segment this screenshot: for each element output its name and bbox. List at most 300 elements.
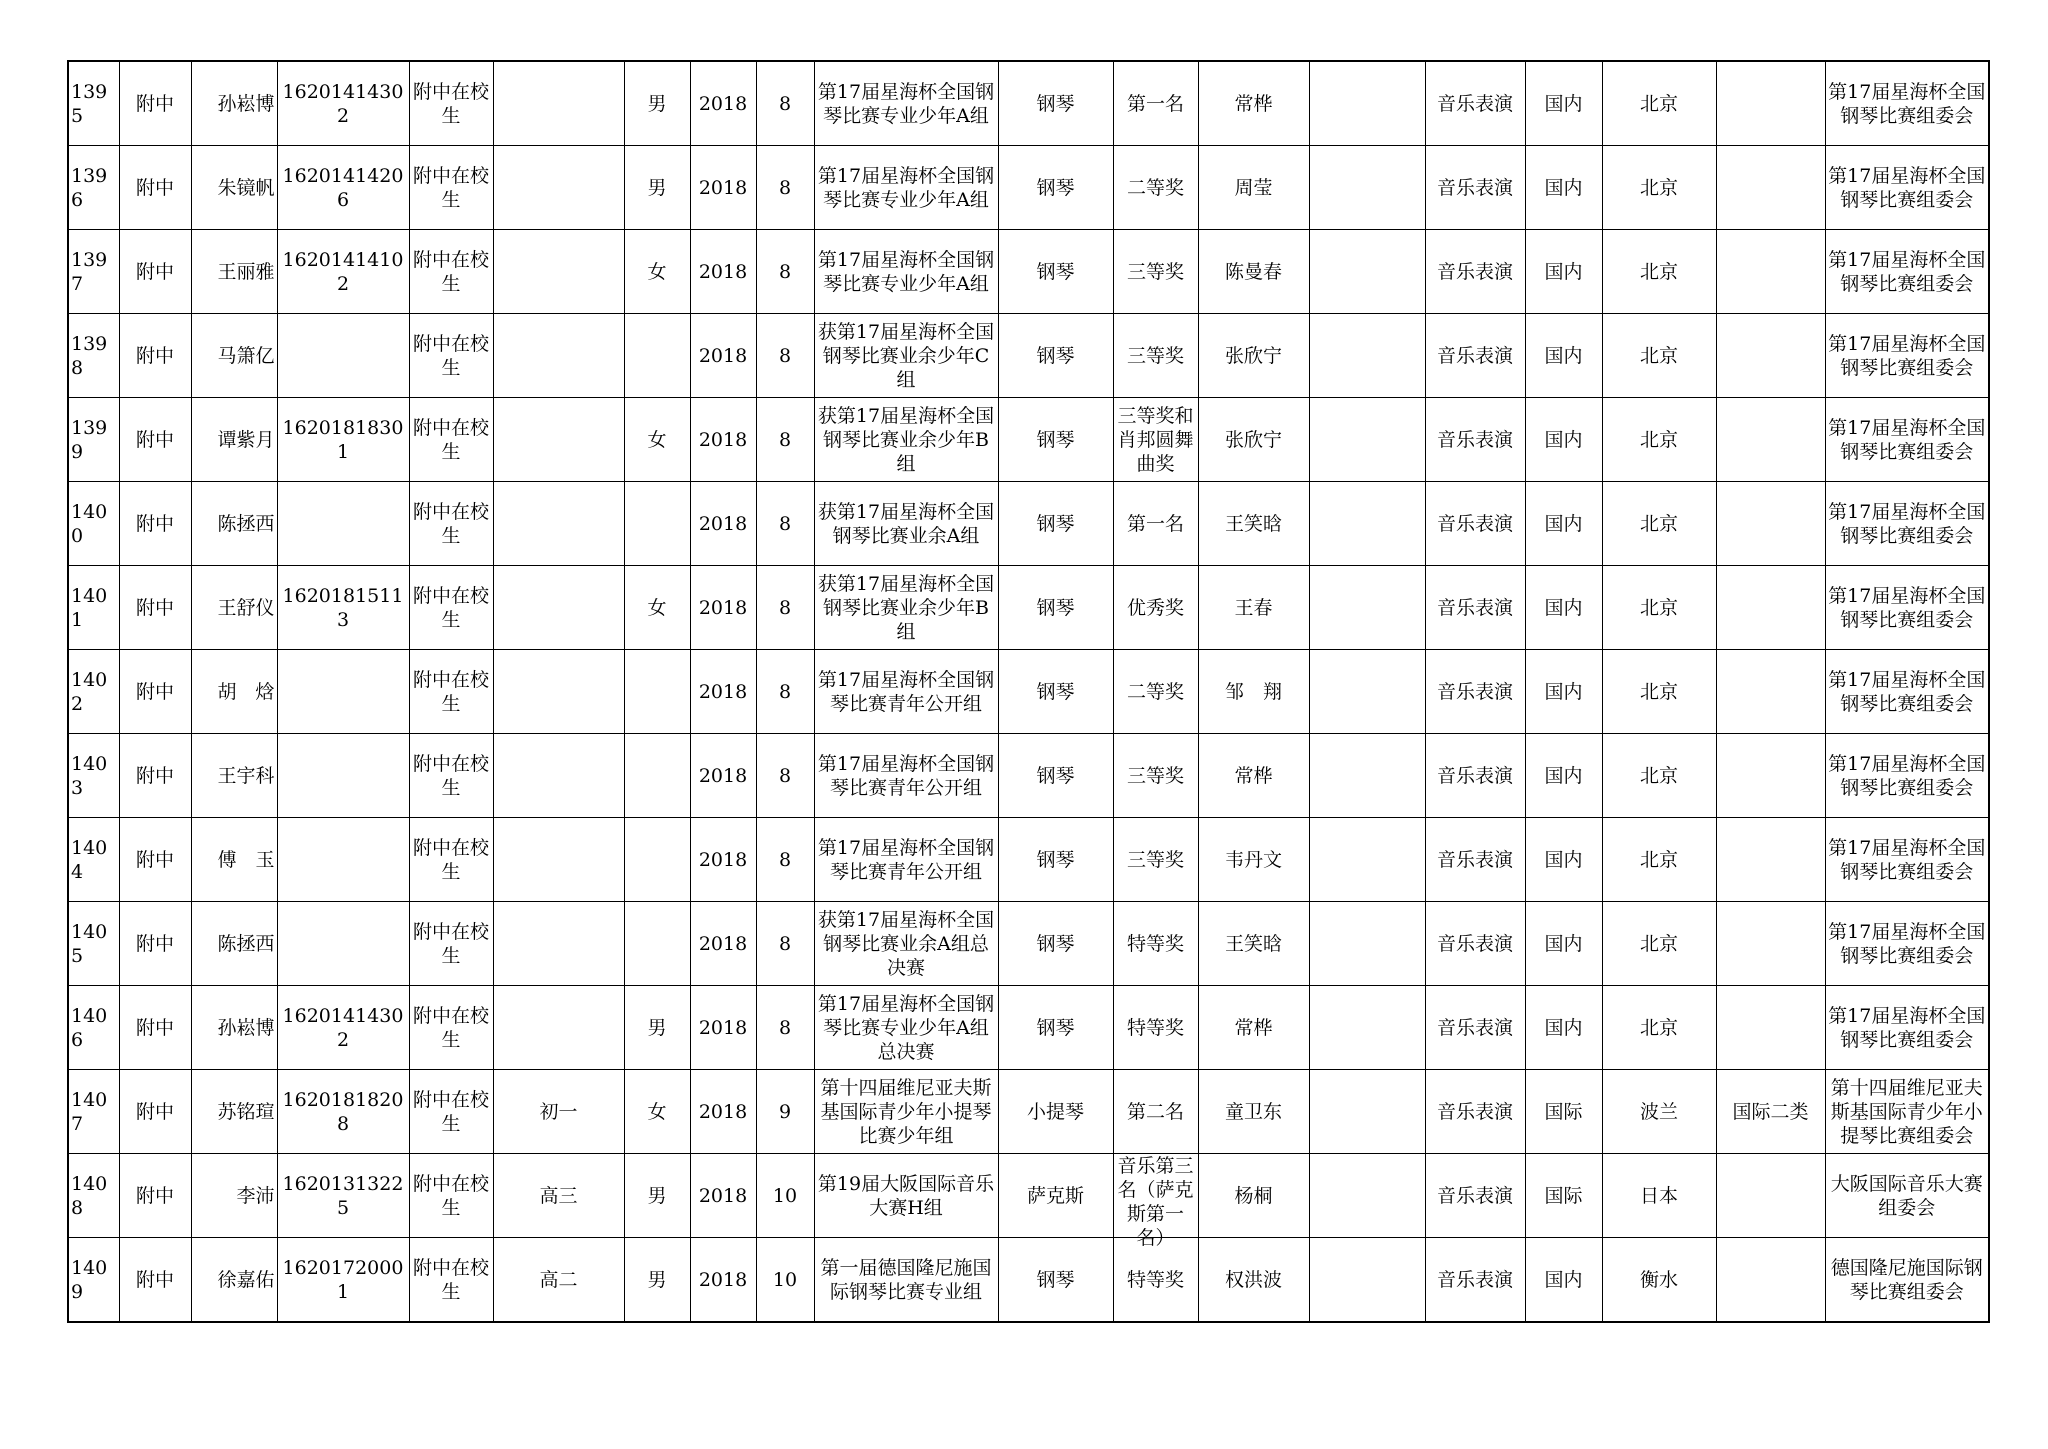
cell-month — [756, 314, 814, 398]
cell-year — [690, 314, 756, 398]
cell-text: 2018 — [698, 680, 748, 703]
cell-year — [690, 1154, 756, 1238]
cell-year — [690, 146, 756, 230]
cell-text: 获第17届星海杯全国钢琴比赛业余A组总决赛 — [817, 908, 995, 979]
cell-competition — [814, 482, 998, 566]
cell-text: 三等奖和肖邦圆舞曲奖 — [1117, 404, 1194, 475]
cell-text: 国内 — [1544, 512, 1583, 535]
cell-text: 2018 — [698, 1184, 748, 1207]
cell-no — [68, 398, 119, 482]
cell-text: 特等奖 — [1126, 932, 1184, 955]
cell-organizer — [1825, 230, 1989, 314]
cell-text: 音乐第三名（萨克斯第一名） — [1117, 1155, 1194, 1249]
cell-dept — [119, 230, 191, 314]
cell-teacher — [1198, 482, 1309, 566]
cell-text: 北京 — [1639, 848, 1678, 871]
cell-text: 8 — [778, 428, 792, 451]
cell-text: 2018 — [698, 344, 748, 367]
cell-text: 第17届星海杯全国钢琴比赛组委会 — [1828, 584, 1986, 631]
cell-organizer — [1825, 1154, 1989, 1238]
cell-no — [68, 314, 119, 398]
cell-text: 北京 — [1639, 176, 1678, 199]
cell-text: 16201313225 — [282, 1172, 404, 1219]
cell-text: 邹 翔 — [1224, 680, 1282, 703]
cell-text: 萨克斯 — [1026, 1184, 1084, 1207]
cell-status — [409, 650, 493, 734]
cell-text: 附中 — [135, 1016, 174, 1039]
cell-text: 女 — [647, 596, 667, 619]
cell-gender — [624, 61, 690, 146]
cell-text: 胡 焓 — [217, 680, 275, 703]
cell-month — [756, 902, 814, 986]
cell-text: 钢琴 — [1036, 512, 1075, 535]
cell-no — [68, 61, 119, 146]
cell-scope — [1525, 146, 1602, 230]
cell-award — [1113, 650, 1198, 734]
cell-location — [1602, 230, 1716, 314]
cell-text: 附中 — [135, 932, 174, 955]
cell-text: 附中 — [135, 344, 174, 367]
cell-grade — [493, 1070, 624, 1154]
cell-text: 附中在校生 — [412, 920, 489, 967]
cell-text: 大阪国际音乐大赛组委会 — [1830, 1172, 1983, 1219]
cell-month — [756, 1238, 814, 1323]
cell-dept — [119, 398, 191, 482]
cell-name — [191, 734, 277, 818]
cell-text: 优秀奖 — [1126, 596, 1184, 619]
cell-teacher — [1198, 1238, 1309, 1323]
cell-sid — [277, 146, 409, 230]
cell-text: 第一届德国隆尼施国际钢琴比赛专业组 — [820, 1256, 992, 1303]
cell-sid — [277, 566, 409, 650]
cell-status — [409, 818, 493, 902]
cell-teacher — [1198, 398, 1309, 482]
cell-dept — [119, 818, 191, 902]
cell-no — [68, 482, 119, 566]
cell-text: 2018 — [698, 176, 748, 199]
cell-name — [191, 986, 277, 1070]
cell-teacher — [1198, 1070, 1309, 1154]
cell-instrument — [998, 314, 1113, 398]
cell-name — [191, 482, 277, 566]
cell-text: 王笑晗 — [1224, 512, 1282, 535]
cell-blank1 — [1309, 818, 1425, 902]
cell-month — [756, 566, 814, 650]
cell-text: 第二名 — [1126, 1100, 1184, 1123]
cell-level — [1716, 986, 1825, 1070]
cell-instrument — [998, 482, 1113, 566]
cell-status — [409, 566, 493, 650]
cell-status — [409, 314, 493, 398]
cell-award — [1113, 1070, 1198, 1154]
table-row — [68, 1238, 1989, 1323]
cell-instrument — [998, 1070, 1113, 1154]
cell-text: 音乐表演 — [1436, 932, 1513, 955]
cell-award — [1113, 818, 1198, 902]
cell-award — [1113, 398, 1198, 482]
cell-teacher — [1198, 734, 1309, 818]
cell-text: 陈曼春 — [1224, 260, 1282, 283]
cell-instrument — [998, 650, 1113, 734]
cell-text: 第十四届维尼亚夫斯基国际青少年小提琴比赛少年组 — [820, 1076, 992, 1147]
cell-gender — [624, 986, 690, 1070]
cell-text: 国内 — [1544, 428, 1583, 451]
cell-text: 音乐表演 — [1436, 92, 1513, 115]
cell-text: 杨桐 — [1234, 1184, 1273, 1207]
cell-text: 附中 — [135, 92, 174, 115]
cell-text: 第17届星海杯全国钢琴比赛组委会 — [1828, 1004, 1986, 1051]
cell-text: 获第17届星海杯全国钢琴比赛业余A组 — [817, 500, 995, 547]
cell-text: 北京 — [1639, 1016, 1678, 1039]
cell-sid — [277, 230, 409, 314]
cell-scope — [1525, 230, 1602, 314]
cell-text: 钢琴 — [1036, 932, 1075, 955]
cell-text: 附中 — [135, 848, 174, 871]
cell-text: 日本 — [1639, 1184, 1678, 1207]
cell-text: 男 — [647, 1268, 667, 1291]
cell-text: 孙崧博 — [217, 1016, 275, 1039]
cell-competition — [814, 1238, 998, 1323]
cell-text: 2018 — [698, 1016, 748, 1039]
cell-text: 北京 — [1639, 764, 1678, 787]
cell-text: 王丽雅 — [217, 260, 275, 283]
cell-sid — [277, 398, 409, 482]
cell-text: 获第17届星海杯全国钢琴比赛业余少年B组 — [817, 404, 995, 475]
cell-no — [68, 1070, 119, 1154]
cell-sid — [277, 1154, 409, 1238]
cell-text: 王春 — [1234, 596, 1273, 619]
cell-teacher — [1198, 566, 1309, 650]
cell-text: 三等奖 — [1126, 260, 1184, 283]
cell-name — [191, 902, 277, 986]
cell-text: 附中在校生 — [412, 584, 489, 631]
cell-text: 附中在校生 — [412, 668, 489, 715]
cell-dept — [119, 986, 191, 1070]
cell-text: 钢琴 — [1036, 1268, 1075, 1291]
cell-text: 10 — [772, 1268, 798, 1291]
cell-year — [690, 398, 756, 482]
cell-text: 8 — [778, 260, 792, 283]
cell-text: 第17届星海杯全国钢琴比赛组委会 — [1828, 836, 1986, 883]
cell-text: 2018 — [698, 260, 748, 283]
cell-gender — [624, 734, 690, 818]
cell-major — [1425, 734, 1525, 818]
cell-text: 附中 — [135, 764, 174, 787]
cell-competition — [814, 650, 998, 734]
cell-text: 第一名 — [1126, 512, 1184, 535]
cell-instrument — [998, 818, 1113, 902]
cell-status — [409, 734, 493, 818]
cell-month — [756, 398, 814, 482]
cell-text: 马箫亿 — [217, 344, 275, 367]
cell-text: 2018 — [698, 92, 748, 115]
cell-competition — [814, 1070, 998, 1154]
cell-text: 男 — [647, 92, 667, 115]
cell-organizer — [1825, 146, 1989, 230]
cell-month — [756, 61, 814, 146]
cell-no — [68, 818, 119, 902]
cell-scope — [1525, 650, 1602, 734]
cell-major — [1425, 902, 1525, 986]
cell-level — [1716, 818, 1825, 902]
cell-location — [1602, 314, 1716, 398]
cell-text: 韦丹文 — [1224, 848, 1282, 871]
cell-award — [1113, 61, 1198, 146]
cell-text: 音乐表演 — [1436, 1184, 1513, 1207]
cell-grade — [493, 146, 624, 230]
cell-text: 附中 — [135, 596, 174, 619]
cell-gender — [624, 1154, 690, 1238]
cell-gender — [624, 566, 690, 650]
cell-location — [1602, 986, 1716, 1070]
cell-text: 钢琴 — [1036, 764, 1075, 787]
cell-text: 音乐表演 — [1436, 764, 1513, 787]
cell-no — [68, 1238, 119, 1323]
cell-instrument — [998, 734, 1113, 818]
cell-text: 高二 — [539, 1268, 578, 1291]
cell-text: 权洪波 — [1224, 1268, 1282, 1291]
cell-location — [1602, 902, 1716, 986]
cell-blank1 — [1309, 314, 1425, 398]
cell-text: 常桦 — [1234, 92, 1273, 115]
cell-gender — [624, 482, 690, 566]
cell-level — [1716, 482, 1825, 566]
cell-dept — [119, 902, 191, 986]
cell-award — [1113, 1238, 1198, 1323]
cell-year — [690, 61, 756, 146]
cell-major — [1425, 818, 1525, 902]
cell-text: 钢琴 — [1036, 344, 1075, 367]
cell-text: 第17届星海杯全国钢琴比赛组委会 — [1828, 332, 1986, 379]
cell-text: 附中 — [135, 428, 174, 451]
cell-grade — [493, 902, 624, 986]
cell-text: 音乐表演 — [1436, 1268, 1513, 1291]
cell-text: 国际 — [1544, 1100, 1583, 1123]
cell-name — [191, 61, 277, 146]
cell-text: 国内 — [1544, 1016, 1583, 1039]
cell-text: 9 — [778, 1100, 792, 1123]
cell-scope — [1525, 902, 1602, 986]
cell-name — [191, 1238, 277, 1323]
cell-text: 男 — [647, 1016, 667, 1039]
cell-gender — [624, 1070, 690, 1154]
cell-major — [1425, 650, 1525, 734]
cell-text: 常桦 — [1234, 764, 1273, 787]
cell-text: 傅 玉 — [217, 848, 275, 871]
cell-text: 国内 — [1544, 92, 1583, 115]
cell-year — [690, 734, 756, 818]
cell-teacher — [1198, 818, 1309, 902]
cell-gender — [624, 146, 690, 230]
cell-text: 音乐表演 — [1436, 428, 1513, 451]
cell-level — [1716, 566, 1825, 650]
cell-text: 1397 — [71, 248, 108, 295]
cell-teacher — [1198, 146, 1309, 230]
cell-no — [68, 1154, 119, 1238]
cell-text: 1407 — [71, 1088, 108, 1135]
cell-major — [1425, 1238, 1525, 1323]
cell-month — [756, 734, 814, 818]
cell-text: 音乐表演 — [1436, 512, 1513, 535]
cell-text: 附中 — [135, 176, 174, 199]
cell-text: 北京 — [1639, 344, 1678, 367]
cell-teacher — [1198, 230, 1309, 314]
cell-no — [68, 902, 119, 986]
cell-text: 音乐表演 — [1436, 344, 1513, 367]
table-row — [68, 230, 1989, 314]
cell-text: 第17届星海杯全国钢琴比赛组委会 — [1828, 500, 1986, 547]
cell-text: 第17届星海杯全国钢琴比赛组委会 — [1828, 80, 1986, 127]
cell-dept — [119, 566, 191, 650]
cell-text: 北京 — [1639, 680, 1678, 703]
cell-text: 8 — [778, 848, 792, 871]
cell-text: 8 — [778, 596, 792, 619]
cell-text: 音乐表演 — [1436, 176, 1513, 199]
cell-text: 童卫东 — [1224, 1100, 1282, 1123]
cell-status — [409, 986, 493, 1070]
cell-scope — [1525, 314, 1602, 398]
cell-gender — [624, 314, 690, 398]
cell-text: 16201414302 — [282, 1004, 404, 1051]
table-row — [68, 482, 1989, 566]
cell-text: 16201815113 — [282, 584, 404, 631]
cell-text: 女 — [647, 260, 667, 283]
cell-major — [1425, 61, 1525, 146]
cell-status — [409, 61, 493, 146]
table-row — [68, 1154, 1989, 1238]
cell-teacher — [1198, 902, 1309, 986]
cell-text: 1403 — [71, 752, 108, 799]
cell-text: 钢琴 — [1036, 848, 1075, 871]
cell-major — [1425, 482, 1525, 566]
cell-text: 附中在校生 — [412, 248, 489, 295]
cell-no — [68, 986, 119, 1070]
cell-organizer — [1825, 734, 1989, 818]
cell-text: 附中在校生 — [412, 752, 489, 799]
cell-sid — [277, 1238, 409, 1323]
cell-gender — [624, 230, 690, 314]
cell-year — [690, 902, 756, 986]
cell-year — [690, 650, 756, 734]
cell-competition — [814, 734, 998, 818]
cell-blank1 — [1309, 986, 1425, 1070]
cell-text: 2018 — [698, 596, 748, 619]
cell-gender — [624, 398, 690, 482]
table-row — [68, 398, 1989, 482]
cell-status — [409, 1154, 493, 1238]
cell-grade — [493, 986, 624, 1070]
cell-name — [191, 146, 277, 230]
cell-location — [1602, 1070, 1716, 1154]
cell-organizer — [1825, 61, 1989, 146]
table-row — [68, 1070, 1989, 1154]
cell-text: 北京 — [1639, 428, 1678, 451]
cell-text: 北京 — [1639, 92, 1678, 115]
cell-dept — [119, 1154, 191, 1238]
cell-status — [409, 1238, 493, 1323]
cell-text: 16201414302 — [282, 80, 404, 127]
cell-teacher — [1198, 650, 1309, 734]
cell-level — [1716, 902, 1825, 986]
cell-text: 陈拯西 — [217, 512, 275, 535]
cell-text: 2018 — [698, 848, 748, 871]
cell-instrument — [998, 902, 1113, 986]
cell-status — [409, 1070, 493, 1154]
cell-gender — [624, 650, 690, 734]
cell-text: 8 — [778, 176, 792, 199]
cell-text: 第十四届维尼亚夫斯基国际青少年小提琴比赛组委会 — [1830, 1076, 1983, 1147]
cell-award — [1113, 314, 1198, 398]
cell-level — [1716, 314, 1825, 398]
cell-text: 第17届星海杯全国钢琴比赛青年公开组 — [817, 836, 995, 883]
cell-text: 附中 — [135, 1184, 174, 1207]
cell-text: 附中在校生 — [412, 1172, 489, 1219]
cell-sid — [277, 482, 409, 566]
cell-text: 1396 — [71, 164, 108, 211]
cell-name — [191, 650, 277, 734]
cell-level — [1716, 146, 1825, 230]
cell-no — [68, 734, 119, 818]
cell-dept — [119, 734, 191, 818]
table-row — [68, 650, 1989, 734]
cell-competition — [814, 61, 998, 146]
cell-text: 1409 — [71, 1256, 108, 1303]
cell-scope — [1525, 986, 1602, 1070]
cell-instrument — [998, 986, 1113, 1070]
cell-level — [1716, 650, 1825, 734]
cell-text: 1395 — [71, 80, 108, 127]
cell-text: 第19届大阪国际音乐大赛H组 — [817, 1172, 995, 1219]
cell-instrument — [998, 1238, 1113, 1323]
cell-award — [1113, 482, 1198, 566]
cell-text: 音乐表演 — [1436, 260, 1513, 283]
cell-text: 国内 — [1544, 176, 1583, 199]
cell-text: 8 — [778, 1016, 792, 1039]
cell-location — [1602, 398, 1716, 482]
cell-name — [191, 230, 277, 314]
cell-instrument — [998, 61, 1113, 146]
cell-text: 附中在校生 — [412, 1256, 489, 1303]
cell-text: 8 — [778, 344, 792, 367]
cell-blank1 — [1309, 1070, 1425, 1154]
cell-grade — [493, 650, 624, 734]
cell-text: 16201818208 — [282, 1088, 404, 1135]
cell-text: 附中在校生 — [412, 836, 489, 883]
cell-sid — [277, 734, 409, 818]
table-row — [68, 734, 1989, 818]
cell-text: 孙崧博 — [217, 92, 275, 115]
cell-sid — [277, 650, 409, 734]
cell-text: 第17届星海杯全国钢琴比赛组委会 — [1828, 752, 1986, 799]
cell-scope — [1525, 1154, 1602, 1238]
cell-location — [1602, 818, 1716, 902]
cell-sid — [277, 818, 409, 902]
cell-text: 附中 — [135, 1268, 174, 1291]
cell-blank1 — [1309, 734, 1425, 818]
cell-text: 8 — [778, 764, 792, 787]
cell-level — [1716, 61, 1825, 146]
cell-name — [191, 314, 277, 398]
cell-text: 国内 — [1544, 680, 1583, 703]
cell-competition — [814, 230, 998, 314]
cell-text: 谭紫月 — [217, 428, 275, 451]
cell-text: 北京 — [1639, 260, 1678, 283]
cell-organizer — [1825, 818, 1989, 902]
cell-award — [1113, 902, 1198, 986]
cell-text: 北京 — [1639, 512, 1678, 535]
cell-teacher — [1198, 986, 1309, 1070]
cell-dept — [119, 1070, 191, 1154]
